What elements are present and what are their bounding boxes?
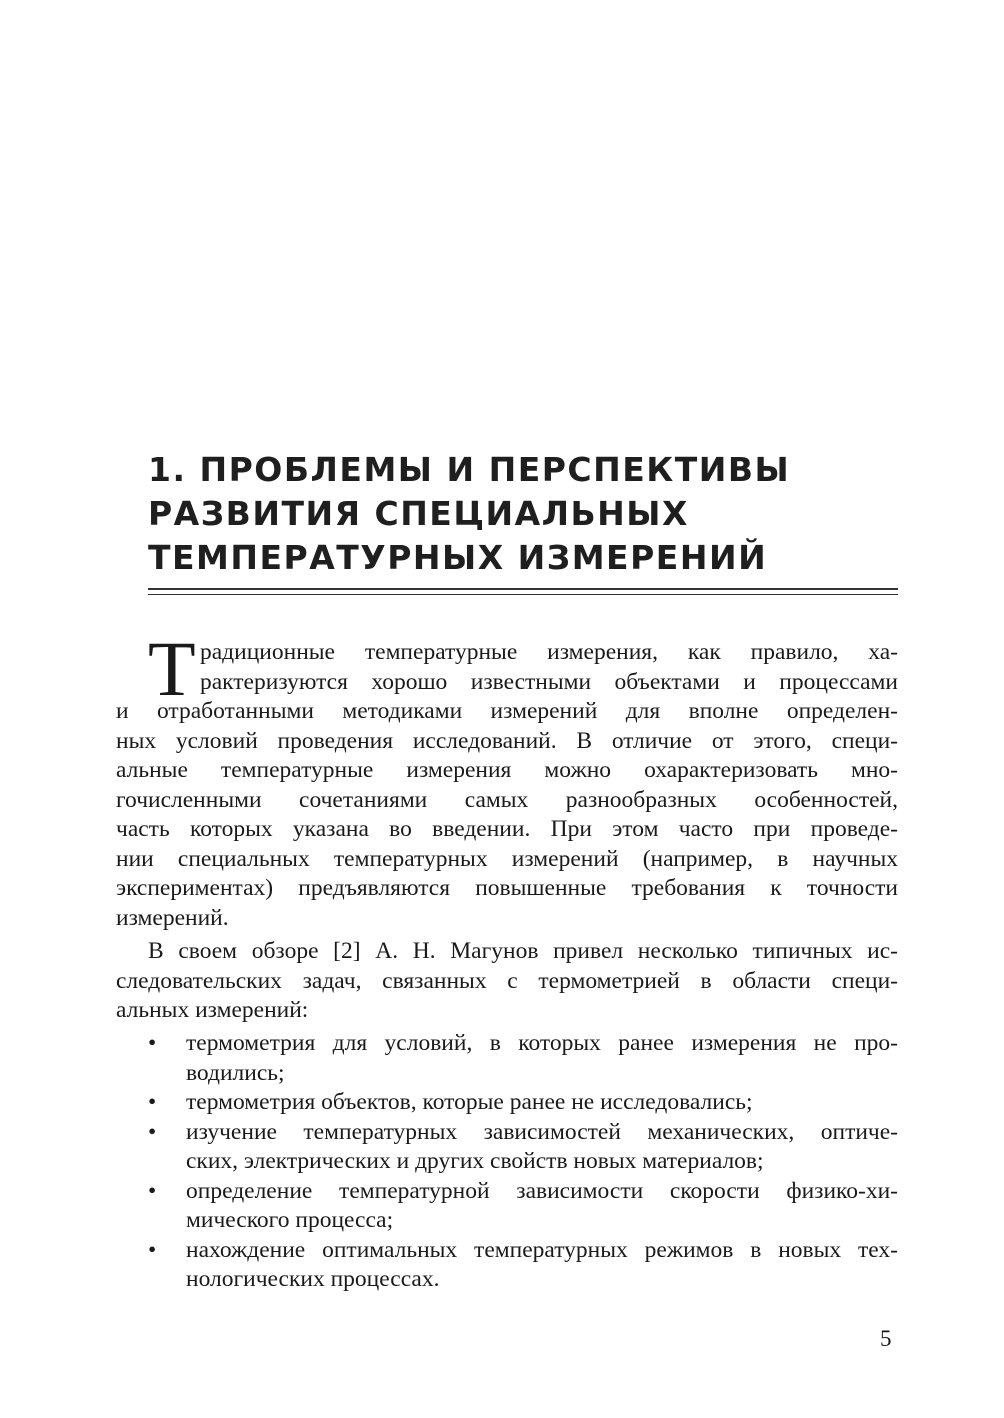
text-line: термометрия объектов, которые ранее не исследовались; bbox=[186, 1089, 753, 1115]
list-item bbox=[148, 1088, 898, 1118]
text-line: экспериментах) предъявляются повышенные требования к точности bbox=[116, 875, 898, 901]
page-number: 5 bbox=[880, 1326, 892, 1351]
bullet-icon: • bbox=[148, 1177, 157, 1204]
bullet-list bbox=[148, 1029, 898, 1295]
heading-rule-thick bbox=[148, 588, 898, 590]
text-line: мического процесса; bbox=[186, 1207, 394, 1233]
text-line: рактеризуются хорошо известными объектами и процессами bbox=[200, 668, 898, 695]
text-line: водились; bbox=[186, 1059, 285, 1086]
text-line: термометрия для условий, в которых ранее измерения не про- bbox=[186, 1030, 898, 1056]
bullet-icon: • bbox=[148, 1030, 157, 1056]
text-line: нии специальных температурных измерений (например, в научных bbox=[116, 845, 898, 872]
text-line: ских, электрических и других свойств новых материалов; bbox=[186, 1148, 764, 1174]
heading-line: ТЕМПЕРАТУРНЫХ ИЗМЕРЕНИЙ bbox=[148, 538, 768, 577]
chapter-heading bbox=[148, 448, 908, 580]
list-item bbox=[148, 1029, 898, 1088]
text-line: измерений. bbox=[116, 904, 229, 931]
drop-cap: Т bbox=[148, 625, 196, 712]
text-line: ных условий проведения исследований. В отличие от этого, специ- bbox=[116, 727, 898, 754]
heading-line: РАЗВИТИЯ СПЕЦИАЛЬНЫХ bbox=[148, 494, 689, 533]
list-item bbox=[148, 1236, 898, 1295]
paragraph-2 bbox=[116, 937, 898, 1026]
text-line: следовательских задач, связанных с термометрией в области специ- bbox=[116, 967, 898, 994]
heading-line: 1. ПРОБЛЕМЫ И ПЕРСПЕКТИВЫ bbox=[148, 450, 791, 489]
bullet-icon: • bbox=[148, 1236, 157, 1263]
text-line: альные температурные измерения можно охарактеризовать мно- bbox=[116, 757, 898, 783]
list-item bbox=[148, 1177, 898, 1236]
text-line: нахождение оптимальных температурных режимов в новых тех- bbox=[186, 1236, 898, 1263]
text-line: часть которых указана во введении. При этом часто при проведе- bbox=[116, 816, 898, 842]
text-line: определение температурной зависимости скорости физико-хи- bbox=[186, 1177, 898, 1204]
text-line: радиционные температурные измерения, как правило, ха- bbox=[200, 639, 898, 665]
heading-rule-thin bbox=[148, 594, 898, 595]
paragraph-1 bbox=[116, 638, 898, 933]
text-line: нологических процессах. bbox=[186, 1266, 440, 1292]
text-line: изучение температурных зависимостей механических, оптиче- bbox=[186, 1118, 898, 1145]
text-line: и отработанными методиками измерений для вполне определен- bbox=[116, 698, 898, 724]
list-item bbox=[148, 1118, 898, 1177]
text-line: альных измерений: bbox=[116, 997, 309, 1023]
bullet-icon: • bbox=[148, 1089, 157, 1115]
text-line: В своем обзоре [2] А. Н. Магунов привел несколько типичных ис- bbox=[148, 938, 898, 964]
text-line: гочисленными сочетаниями самых разнообразных особенностей, bbox=[116, 786, 898, 813]
bullet-icon: • bbox=[148, 1118, 157, 1145]
